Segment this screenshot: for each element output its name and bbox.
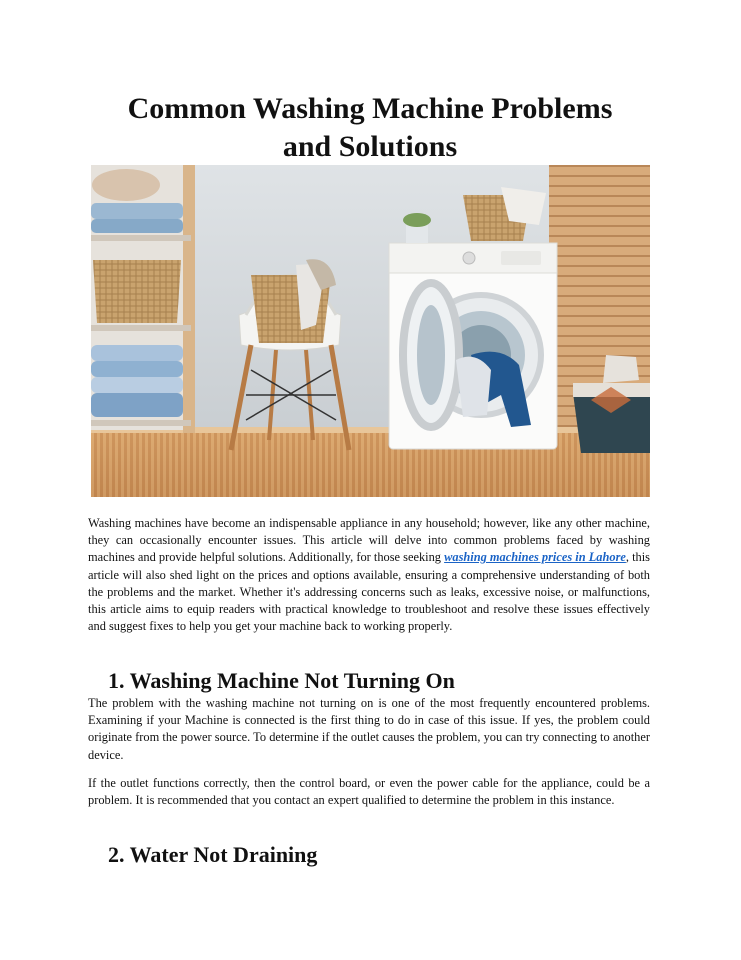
page-title-line-2: and Solutions <box>282 130 458 163</box>
washing-machine-prices-link[interactable]: washing machines prices in Lahore <box>444 550 626 565</box>
section-1-paragraph-2: If the outlet functions correctly, then the control board, or even the power cable for the appliance, could be a problem. It is recommended that you contact an expert qualified to determine the problem in this instance. <box>88 776 650 808</box>
intro-text-after-link: , this article will also shed light on the prices and options available, ensuring a comprehensive understanding of both the problems and the market. Whether it's addressing concerns such as leaks, excessive noise, or malfunctions, this article aims to equip readers with practical knowledge to troubleshoot and resolve these issues effectively and suggest fixes to help you get your machine back to working properly. <box>88 550 650 634</box>
section-heading-1: 1. Washing Machine Not Turning On <box>108 668 455 693</box>
page-title-line-1: Common Washing Machine Problems <box>127 92 613 125</box>
intro-paragraph <box>88 515 650 635</box>
intro-text-before-link: Washing machines have become an indispensable appliance in any household; however, like any other machine, they can occasionally encounter issues. This article will delve into common problems faced by washing machines and provide helpful solutions. Additionally, for those seeking <box>88 516 650 565</box>
laundry-room-photo <box>91 165 650 497</box>
section-heading-2: 2. Water Not Draining <box>108 842 318 867</box>
section-1-paragraph-1: The problem with the washing machine not turning on is one of the most frequently encountered problems. Examining if your Machine is connected is the first thing to do in case of this issue. If yes, the problem could originate from the power source. To determine if the outlet causes the problem, you can try connecting to another device. <box>88 696 650 762</box>
page-title <box>70 90 670 166</box>
